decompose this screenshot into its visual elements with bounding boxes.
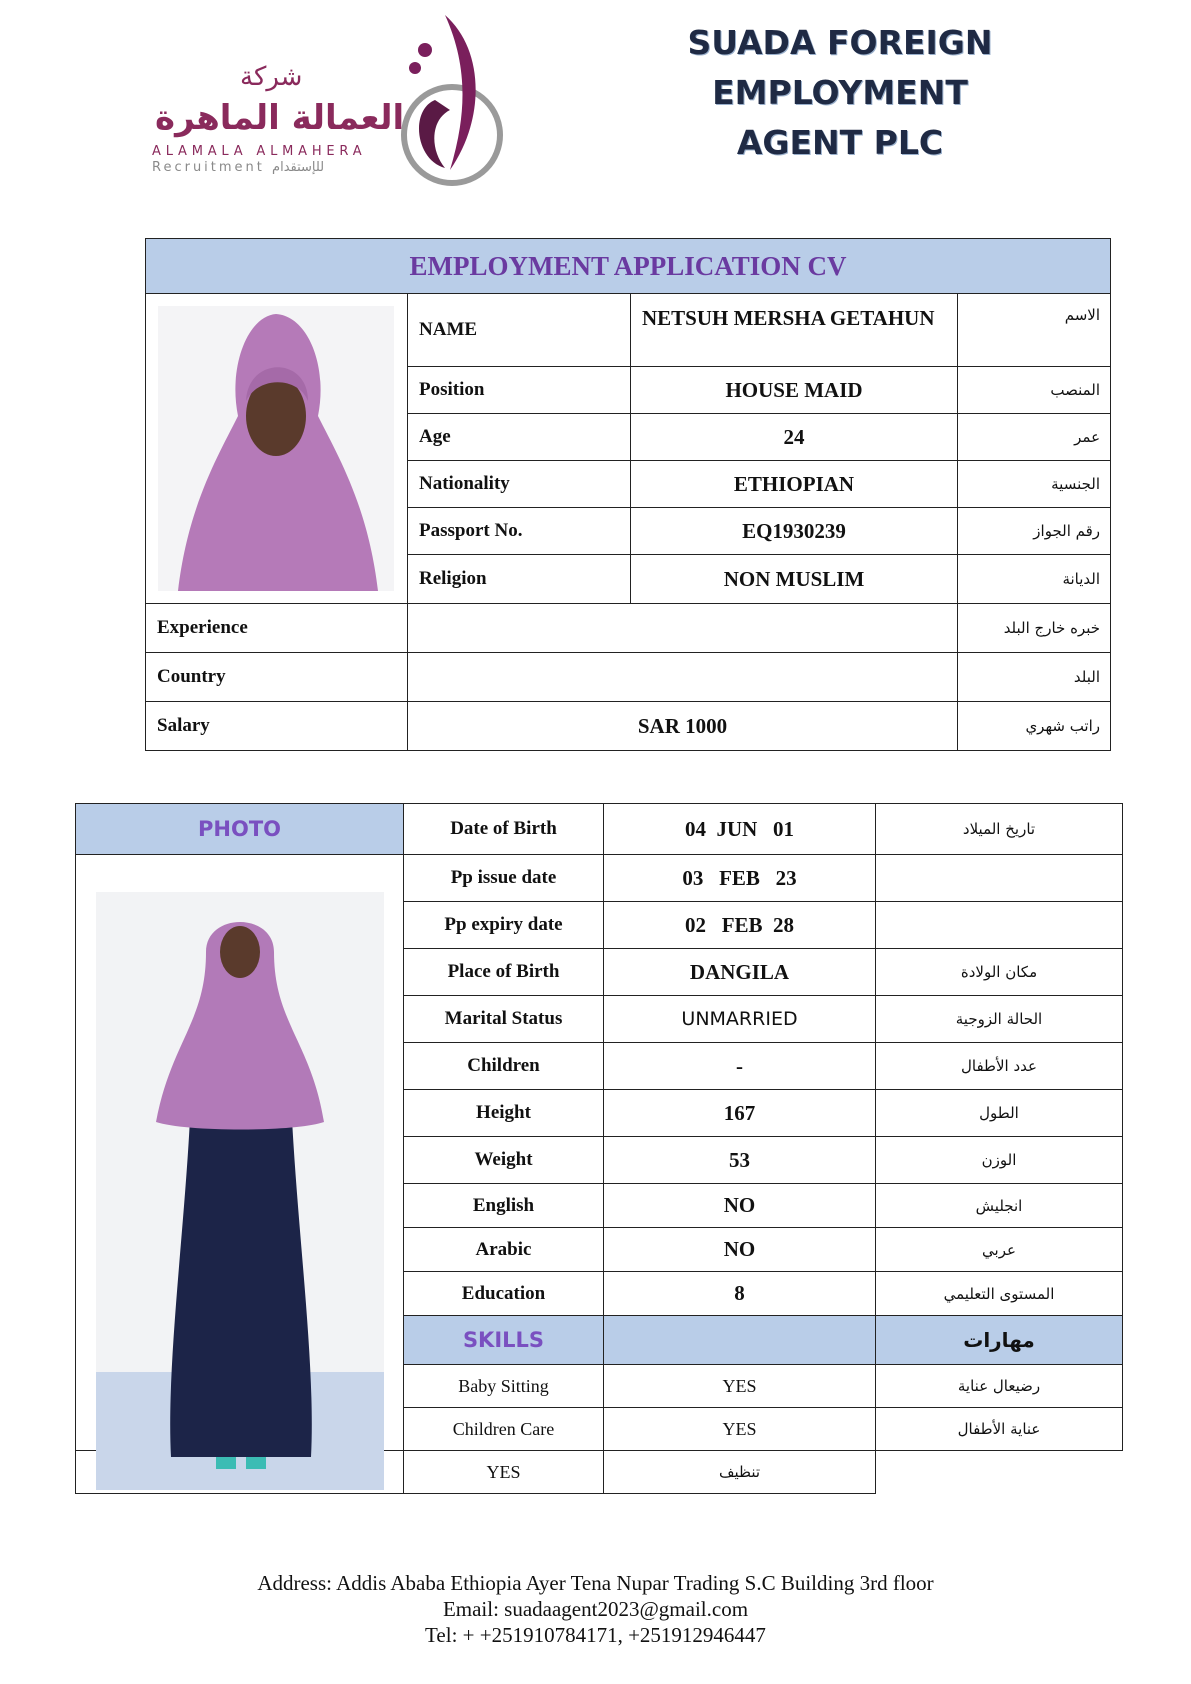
position-label-ar: المنصب	[958, 367, 1111, 414]
weight-label-ar: الوزن	[876, 1137, 1123, 1184]
position-label: Position	[408, 367, 631, 414]
english-label: English	[404, 1184, 604, 1228]
cv-summary-table	[145, 238, 1111, 751]
children-value: -	[604, 1043, 876, 1090]
footer-tel: Tel: + +251910784171, +251912946447	[425, 1623, 766, 1647]
education-label: Education	[404, 1272, 604, 1316]
logo-recruitment: Recruitment للإستقدام	[152, 160, 325, 175]
marital-status-label-ar: الحالة الزوجية	[876, 996, 1123, 1043]
name-value: NETSUH MERSHA GETAHUN	[631, 294, 958, 367]
dob-label-ar: تاريخ الميلاد	[876, 804, 1123, 855]
salary-label-ar: راتب شهري	[958, 702, 1111, 751]
skills-header: SKILLS	[404, 1316, 604, 1365]
marital-status-label: Marital Status	[404, 996, 604, 1043]
pp-expiry-label-ar	[876, 902, 1123, 949]
country-label: Country	[146, 653, 408, 702]
pp-issue-label-ar	[876, 855, 1123, 902]
place-of-birth-value: DANGILA	[604, 949, 876, 996]
religion-value: NON MUSLIM	[631, 555, 958, 604]
height-label: Height	[404, 1090, 604, 1137]
passport-label: Passport No.	[408, 508, 631, 555]
english-value: NO	[604, 1184, 876, 1228]
pp-issue-value: 03 FEB 23	[604, 855, 876, 902]
portrait-cell	[146, 294, 408, 604]
age-label-ar: عمر	[958, 414, 1111, 461]
experience-label: Experience	[146, 604, 408, 653]
logo-arabic-name: العمالة الماهرة	[155, 98, 405, 138]
skill-baby-sitting-value: YES	[604, 1365, 876, 1408]
skills-header-blank	[604, 1316, 876, 1365]
position-value: HOUSE MAID	[631, 367, 958, 414]
fullbody-photo-cell	[76, 855, 404, 1451]
salary-label: Salary	[146, 702, 408, 751]
religion-label-ar: الديانة	[958, 555, 1111, 604]
height-label-ar: الطول	[876, 1090, 1123, 1137]
passport-label-ar: رقم الجواز	[958, 508, 1111, 555]
footer-address: Address: Addis Ababa Ethiopia Ayer Tena Nupar Trading S.C Building 3rd floor	[257, 1571, 934, 1595]
arabic-label-ar: عربي	[876, 1228, 1123, 1272]
portrait-photo	[158, 306, 394, 591]
weight-value: 53	[604, 1137, 876, 1184]
company-name-line1: SUADA FOREIGN EMPLOYMENT	[687, 23, 993, 112]
company-name-line2: AGENT PLC	[736, 123, 944, 162]
dob-label: Date of Birth	[404, 804, 604, 855]
company-logo	[150, 10, 510, 190]
experience-label-ar: خبره خارج البلد	[958, 604, 1111, 653]
logo-mark-icon	[390, 10, 510, 190]
skill-cleaning-value: YES	[404, 1451, 604, 1494]
salary-value: SAR 1000	[408, 702, 958, 751]
pp-issue-label: Pp issue date	[404, 855, 604, 902]
english-label-ar: انجليش	[876, 1184, 1123, 1228]
height-value: 167	[604, 1090, 876, 1137]
skill-children-care-value: YES	[604, 1408, 876, 1451]
religion-label: Religion	[408, 555, 631, 604]
weight-label: Weight	[404, 1137, 604, 1184]
skill-cleaning-ar: تنظيف	[604, 1451, 876, 1494]
details-table	[75, 803, 1123, 1494]
education-value: 8	[604, 1272, 876, 1316]
skill-children-care-ar: عناية الأطفال	[876, 1408, 1123, 1451]
marital-status-value: UNMARRIED	[604, 996, 876, 1043]
skill-baby-sitting-label: Baby Sitting	[404, 1365, 604, 1408]
education-label-ar: المستوى التعليمي	[876, 1272, 1123, 1316]
age-value: 24	[631, 414, 958, 461]
country-label-ar: البلد	[958, 653, 1111, 702]
name-label-ar: الاسم	[958, 294, 1111, 367]
pp-expiry-label: Pp expiry date	[404, 902, 604, 949]
skill-baby-sitting-ar: رضيعال عناية	[876, 1365, 1123, 1408]
place-of-birth-label-ar: مكان الولادة	[876, 949, 1123, 996]
name-label: NAME	[408, 294, 631, 367]
arabic-value: NO	[604, 1228, 876, 1272]
pp-expiry-value: 02 FEB 28	[604, 902, 876, 949]
skill-children-care-label: Children Care	[404, 1408, 604, 1451]
footer-email: Email: suadaagent2023@gmail.com	[442, 1597, 749, 1621]
experience-value	[408, 604, 958, 653]
place-of-birth-label: Place of Birth	[404, 949, 604, 996]
photo-header: PHOTO	[76, 804, 404, 855]
logo-arabic-small: شركة	[240, 62, 303, 92]
nationality-label-ar: الجنسية	[958, 461, 1111, 508]
nationality-value: ETHIOPIAN	[631, 461, 958, 508]
passport-value: EQ1930239	[631, 508, 958, 555]
children-label: Children	[404, 1043, 604, 1090]
arabic-label: Arabic	[404, 1228, 604, 1272]
footer	[0, 1570, 1191, 1648]
nationality-label: Nationality	[408, 461, 631, 508]
children-label-ar: عدد الأطفال	[876, 1043, 1123, 1090]
skills-header-ar: مهارات	[876, 1316, 1123, 1365]
cv-title: EMPLOYMENT APPLICATION CV	[146, 239, 1111, 294]
age-label: Age	[408, 414, 631, 461]
logo-english-name: ALAMALA ALMAHERA	[152, 144, 367, 159]
company-name	[560, 18, 1120, 168]
dob-value: 04 JUN 01	[604, 804, 876, 855]
country-value	[408, 653, 958, 702]
fullbody-photo	[96, 892, 384, 1490]
